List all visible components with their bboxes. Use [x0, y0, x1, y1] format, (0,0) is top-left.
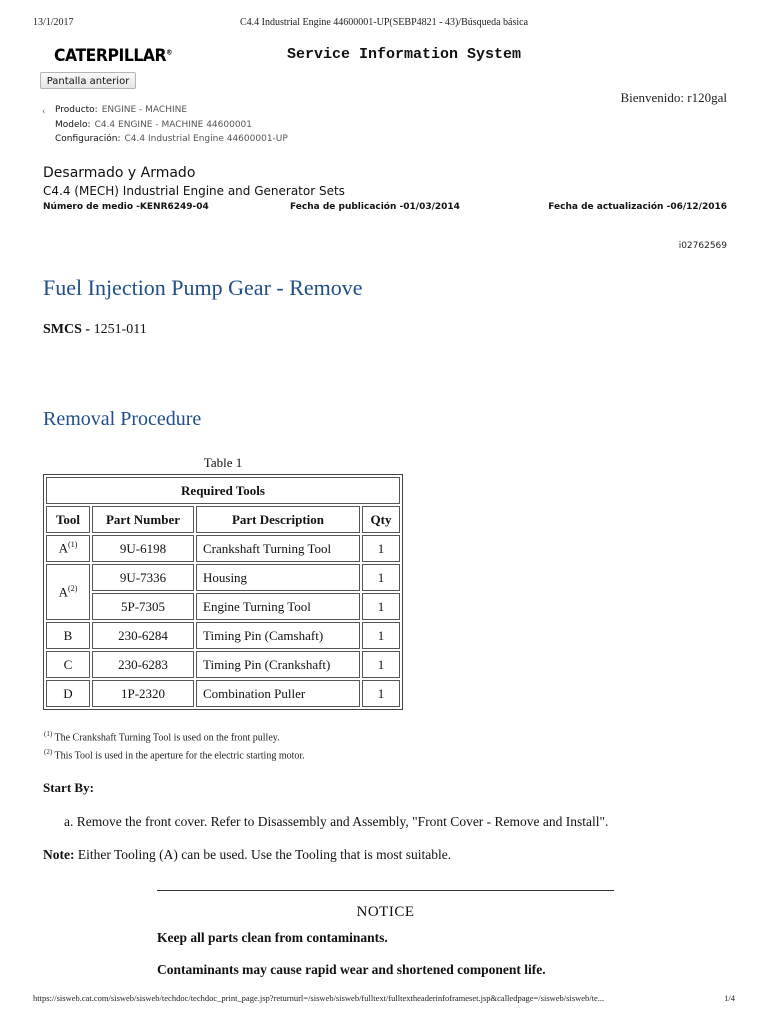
footnote-mark: (2): [44, 748, 53, 756]
section-title: Desarmado y Armado: [43, 165, 196, 181]
table-row: [46, 535, 400, 562]
column-header: Qty: [362, 506, 400, 533]
start-by-heading: Start By:: [43, 780, 94, 795]
document-subtitle: C4.4 (MECH) Industrial Engine and Generator Sets: [43, 184, 345, 198]
notice-line: Keep all parts clean from contaminants.: [157, 930, 388, 945]
config-label: Configuración:: [55, 134, 121, 144]
update-date: Fecha de actualización -06/12/2016: [548, 202, 727, 212]
table-row: [46, 622, 400, 649]
product-label: Producto:: [55, 105, 98, 115]
table-row: [46, 651, 400, 678]
system-title: Service Information System: [287, 46, 522, 63]
note: [43, 847, 451, 863]
table-footnote: [44, 730, 280, 743]
table-header-row: [46, 506, 400, 533]
tool-letter: A: [58, 584, 69, 600]
required-tools-table: [43, 474, 403, 710]
footnote-mark: (1): [44, 730, 53, 738]
note-label: Note:: [43, 847, 75, 862]
media-number: Número de medio -KENR6249-04: [43, 202, 209, 212]
step-a: a. Remove the front cover. Refer to Disassembly and Assembly, "Front Cover - Remove and Install".: [64, 814, 609, 829]
qty-cell: 1: [362, 651, 400, 678]
tool-cell: [46, 535, 90, 562]
qty-cell: 1: [362, 622, 400, 649]
table-caption: Table 1: [203, 455, 243, 470]
part-number-cell: 230-6284: [92, 622, 194, 649]
part-number-cell: 9U-6198: [92, 535, 194, 562]
publication-date: Fecha de publicación -01/03/2014: [290, 202, 460, 212]
note-text: Either Tooling (A) can be used. Use the Tooling that is most suitable.: [77, 847, 452, 862]
welcome-text: Bienvenido: r120gal: [620, 90, 727, 105]
print-footer-url: https://sisweb.cat.com/sisweb/sisweb/techdoc/techdoc_print_page.jsp?returnurl=/sisweb/sisweb/fulltext/fulltextheaderinfoframeset.jsp&calledpage=/sisweb/sisweb/te...: [33, 993, 605, 1003]
column-header: Part Description: [196, 506, 360, 533]
logo-text: CATERPILLAR: [54, 46, 167, 66]
model-label: Modelo:: [55, 120, 91, 130]
smcs-label: SMCS -: [43, 322, 91, 337]
tool-cell: D: [46, 680, 90, 707]
part-description-cell: Crankshaft Turning Tool: [196, 535, 360, 562]
footnote-text: This Tool is used in the aperture for the electric starting motor.: [54, 750, 305, 762]
table-footnote: [44, 748, 305, 761]
notice-divider: [157, 890, 614, 891]
procedure-title: Removal Procedure: [43, 408, 202, 430]
back-button[interactable]: Pantalla anterior: [40, 72, 136, 89]
table-group-header-row: [46, 477, 400, 504]
notice-line: Contaminants may cause rapid wear and shortened component life.: [157, 962, 546, 977]
footnote-text: The Crankshaft Turning Tool is used on the front pulley.: [54, 732, 280, 744]
column-header: Tool: [46, 506, 90, 533]
print-page-number: 1/4: [724, 993, 735, 1003]
tool-letter: A: [58, 540, 69, 556]
qty-cell: 1: [362, 564, 400, 591]
part-description-cell: Timing Pin (Crankshaft): [196, 651, 360, 678]
smcs-line: [43, 322, 147, 338]
part-number-cell: 9U-7336: [92, 564, 194, 591]
logo-mark: ®: [166, 48, 173, 57]
model-row: [55, 120, 252, 130]
document-id: i02762569: [678, 241, 727, 251]
qty-cell: 1: [362, 535, 400, 562]
table-row: [46, 680, 400, 707]
tool-cell: [46, 564, 90, 620]
part-description-cell: Housing: [196, 564, 360, 591]
qty-cell: 1: [362, 593, 400, 620]
model-value: C4.4 ENGINE - MACHINE 44600001: [94, 120, 253, 130]
notice-heading: NOTICE: [356, 904, 415, 920]
qty-cell: 1: [362, 680, 400, 707]
config-row: [55, 134, 288, 144]
table-group-header: Required Tools: [46, 477, 400, 504]
part-number-cell: 1P-2320: [92, 680, 194, 707]
table-row: [46, 593, 400, 620]
part-number-cell: 5P-7305: [92, 593, 194, 620]
part-number-cell: 230-6283: [92, 651, 194, 678]
product-value: ENGINE - MACHINE: [101, 105, 188, 115]
column-header: Part Number: [92, 506, 194, 533]
print-title: C4.4 Industrial Engine 44600001-UP(SEBP4821 - 43)/Búsqueda básica: [239, 17, 529, 28]
page-title: Fuel Injection Pump Gear - Remove: [43, 275, 363, 300]
product-row: [55, 105, 187, 115]
print-date: 13/1/2017: [33, 17, 74, 28]
table-row: [46, 564, 400, 591]
part-description-cell: Combination Puller: [196, 680, 360, 707]
tool-cell: B: [46, 622, 90, 649]
part-description-cell: Timing Pin (Camshaft): [196, 622, 360, 649]
part-description-cell: Engine Turning Tool: [196, 593, 360, 620]
tool-cell: C: [46, 651, 90, 678]
smcs-value: 1251-011: [93, 322, 147, 337]
caterpillar-logo: [54, 46, 172, 66]
tool-footnote-ref: (2): [68, 583, 78, 593]
config-value: C4.4 Industrial Engine 44600001-UP: [124, 134, 288, 144]
chevron-left-icon[interactable]: ‹: [42, 106, 46, 117]
tool-footnote-ref: (1): [68, 540, 78, 550]
